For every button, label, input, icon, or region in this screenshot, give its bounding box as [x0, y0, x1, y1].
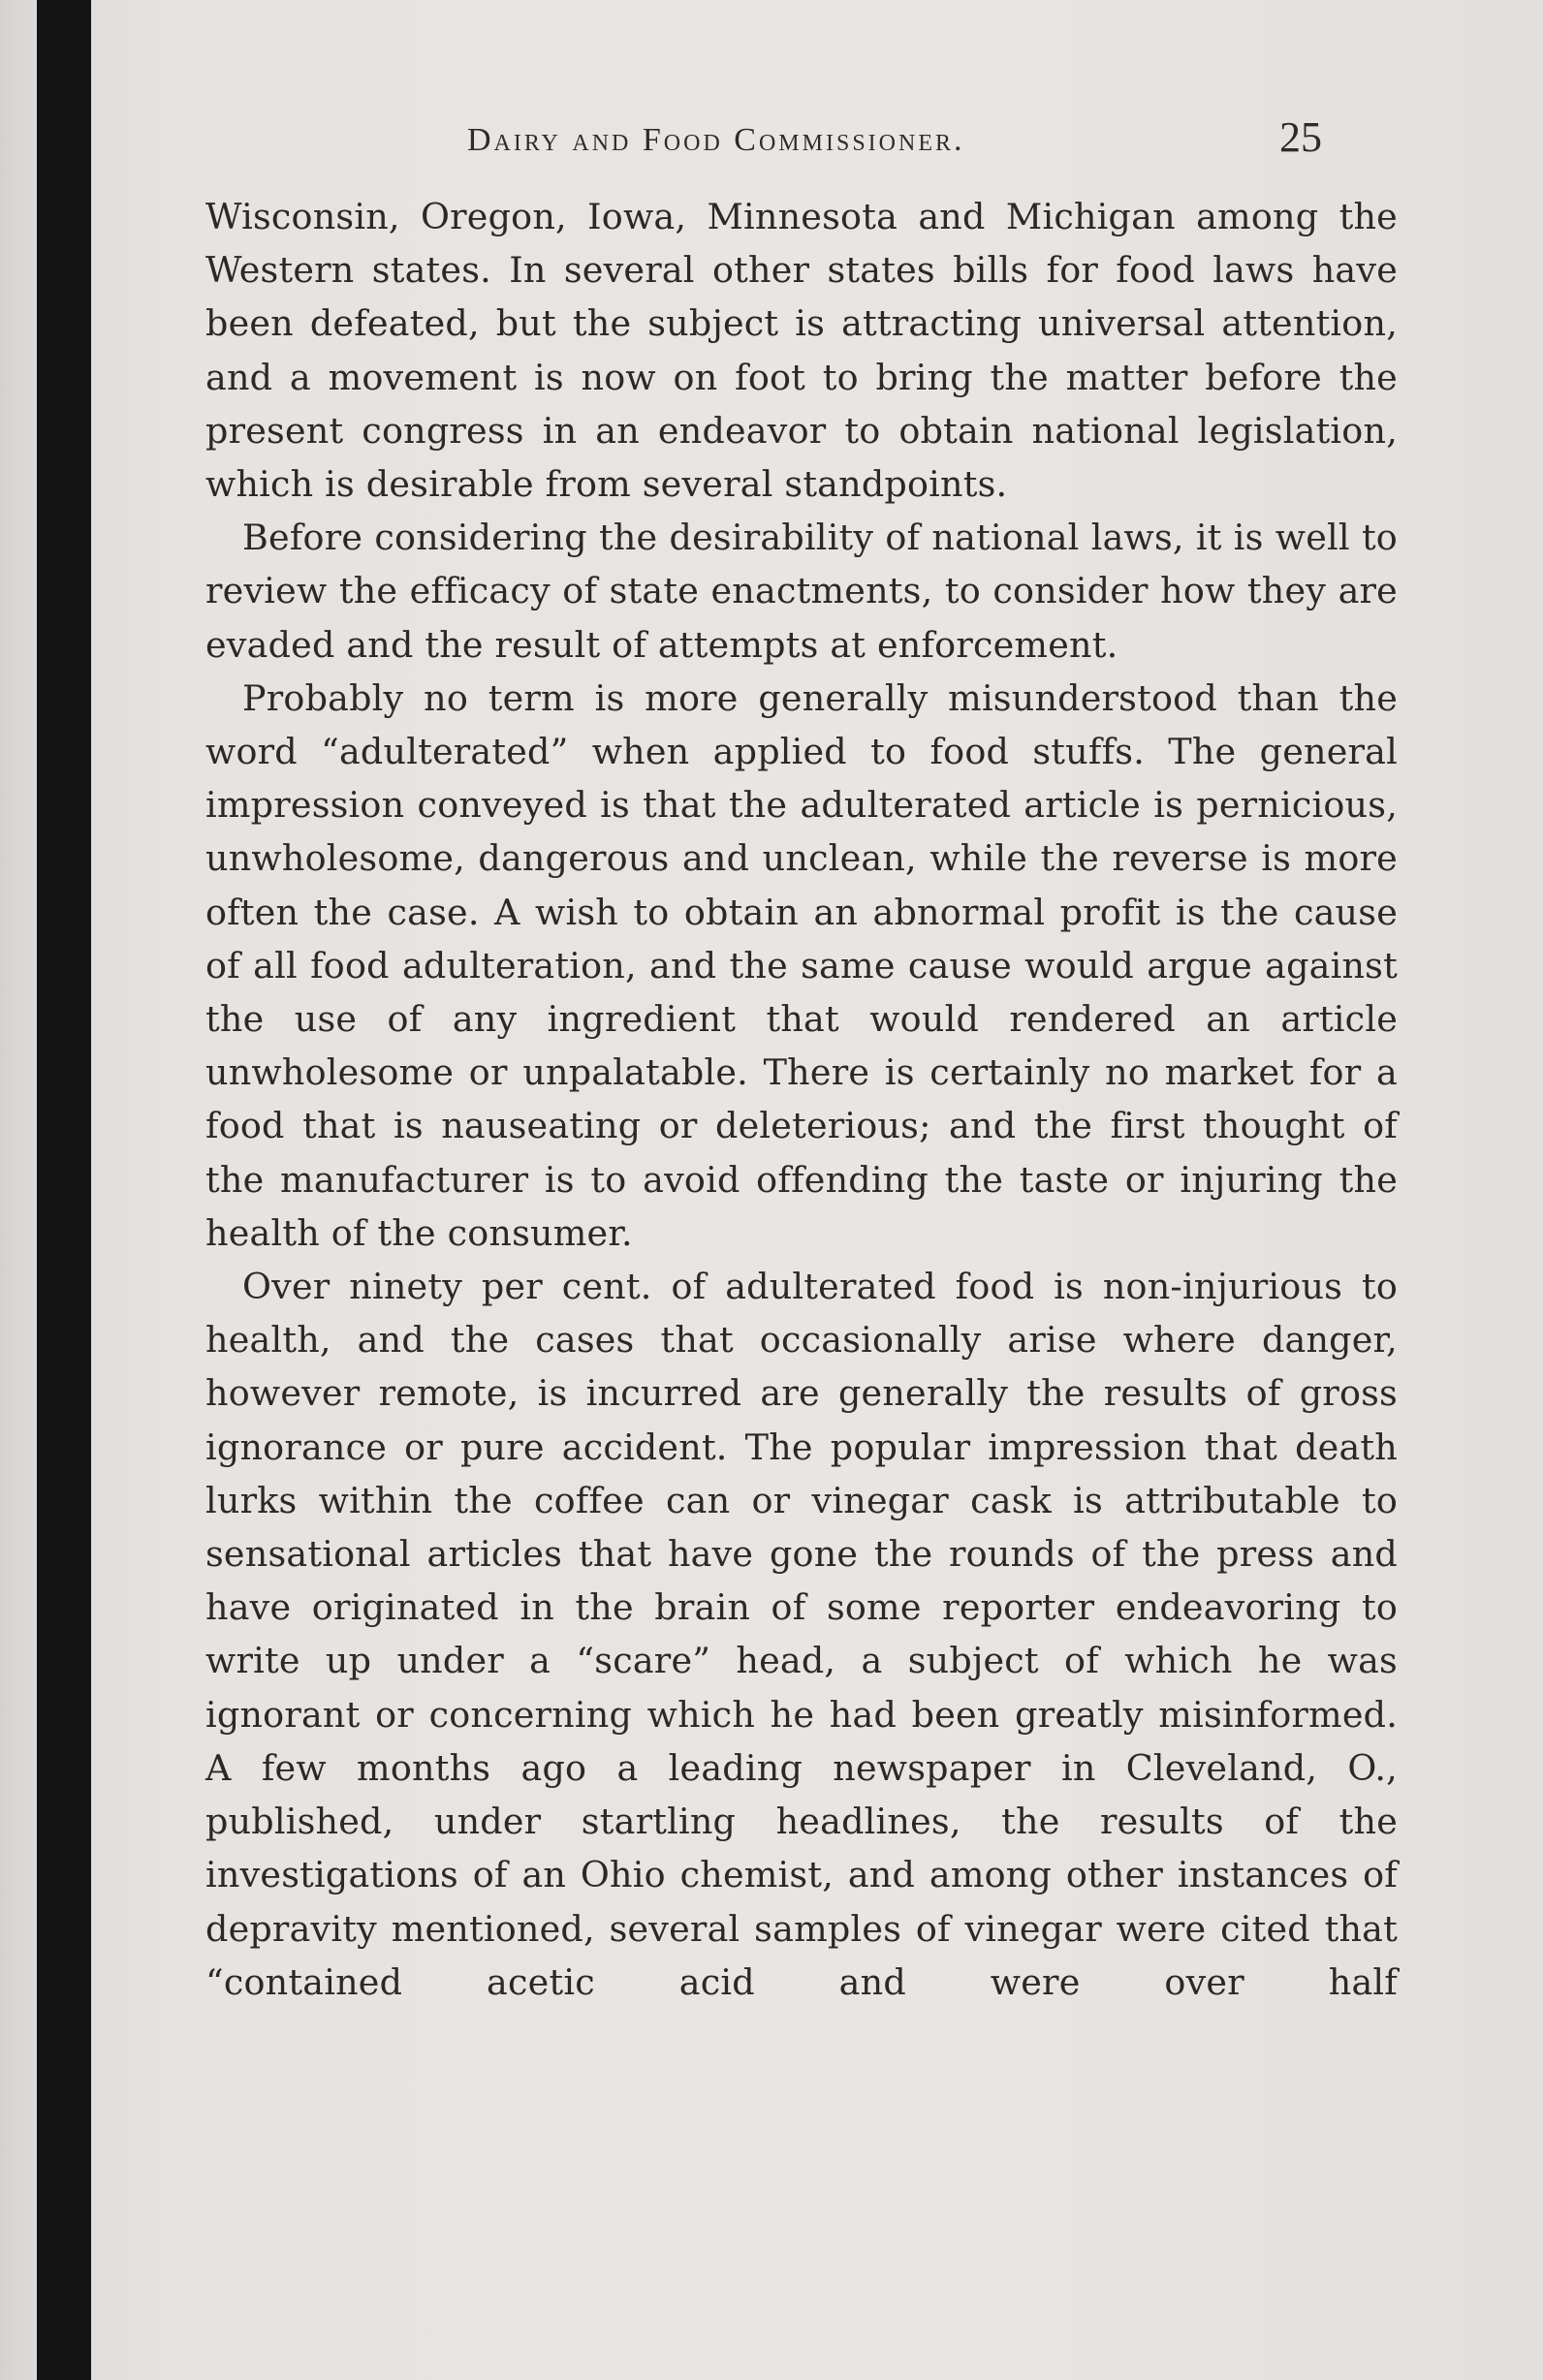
page-number: 25 [1279, 113, 1322, 161]
binding-edge [37, 0, 91, 2380]
paragraph-1: Wisconsin, Oregon, Iowa, Minnesota and Michigan among the Western states. In several other states bills for food laws have been defeated, but the subject is attracting universal attention, and a movement is now on foot to bring the matter before the present congress in an endeavor to obtain national legislation, which is desirable from several standpoints. [205, 196, 1398, 506]
body-text [205, 190, 1398, 2009]
paragraph-4: Over ninety per cent. of adulterated food is non-injurious to health, and the cases that occasionally arise where danger, however remote, is incurred are generally the results of gross ignorance or pure accident. The popular impression that death lurks within the coffee can or vinegar cask is attributable to sensational articles that have gone the rounds of the press and have originated in the brain of some reporter endeavoring to write up under a “scare” head, a subject of which he was ignorant or concerning which he had been greatly misinformed. A few months ago a leading newspaper in Cleveland, O., published, under startling headlines, the results of the investigations of an Ohio chemist, and among other instances of depravity mentioned, several samples of vinegar were cited that “contained acetic acid and were over half [205, 1266, 1398, 2003]
paragraph-2: Before considering the desirability of national laws, it is well to review the efficacy of state enactments, to consider how they are evaded and the result of attempts at enforcement. [205, 517, 1398, 666]
page-header [194, 109, 1357, 167]
page-edge-shadow [0, 0, 37, 2380]
running-title: Dairy and Food Commissioner. [467, 122, 965, 158]
paragraph-3: Probably no term is more generally misunderstood than the word “adulterated” when applied to food stuffs. The general impression conveyed is that the adulterated article is pernicious, unwholesome, dangerous and unclean, while the reverse is more often the case. A wish to obtain an abnormal profit is the cause of all food adulteration, and the same cause would argue against the use of any ingredient that would rendered an article unwholesome or unpalatable. There is certainly no market for a food that is nauseating or deleterious; and the first thought of the manufacturer is to avoid offending the taste or injuring the health of the consumer. [205, 676, 1398, 1254]
